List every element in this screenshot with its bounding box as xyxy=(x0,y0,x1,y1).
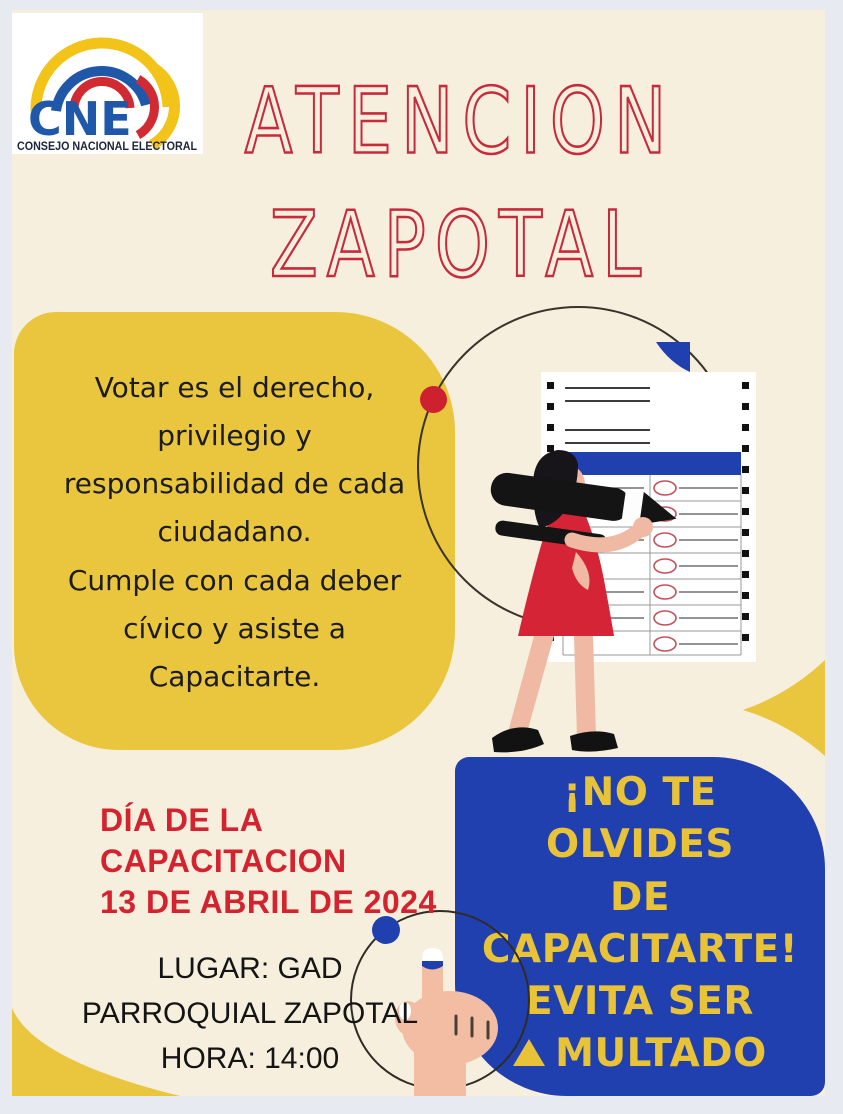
location-line: HORA: 14:00 xyxy=(160,1042,340,1076)
title-line-2: ZAPOTAL xyxy=(269,191,651,299)
reminder-line: EVITA SER xyxy=(526,979,754,1024)
message-line: responsabilidad de cada xyxy=(63,467,406,501)
cne-logo-caption: CONSEJO NACIONAL ELECTORAL xyxy=(17,139,197,153)
location-info xyxy=(40,950,460,1085)
location-line: LUGAR: GAD xyxy=(157,952,343,985)
reminder-line-text: MULTADO xyxy=(555,1031,767,1077)
location-line: PARROQUIAL ZAPOTAL xyxy=(81,997,419,1031)
message-line: privilegio y xyxy=(157,419,312,453)
message-line: Votar es el derecho, xyxy=(94,371,375,404)
message-line: Capacitarte. xyxy=(148,659,321,693)
reminder-line: CAPACITARTE! xyxy=(481,926,799,972)
reminder-line: OLVIDES xyxy=(546,822,734,868)
cne-logo-graphic xyxy=(12,13,203,154)
schedule-line: DÍA DE LA xyxy=(100,802,264,838)
title-line-1: ATENCION xyxy=(244,67,676,175)
poster-title xyxy=(190,60,730,307)
cne-logo-acronym: CNE xyxy=(28,92,132,146)
message-panel xyxy=(14,312,455,750)
training-day-heading xyxy=(100,800,460,923)
reminder-line: ¡NO TE xyxy=(563,770,717,815)
message-line: ciudadano. xyxy=(157,515,312,549)
message-line: cívico y asiste a xyxy=(123,611,346,645)
schedule-line: CAPACITACION xyxy=(100,842,347,879)
ballot-woman-illustration xyxy=(472,340,772,770)
reminder-line: DE xyxy=(609,874,670,920)
poster xyxy=(12,10,825,1096)
message-line: Cumple con cada deber xyxy=(67,563,402,597)
ballot-blue-band xyxy=(563,452,741,475)
cne-logo xyxy=(12,13,203,154)
schedule-line: 13 DE ABRIL DE 2024 xyxy=(100,883,437,920)
civic-message xyxy=(14,312,455,701)
red-dot xyxy=(420,386,447,413)
